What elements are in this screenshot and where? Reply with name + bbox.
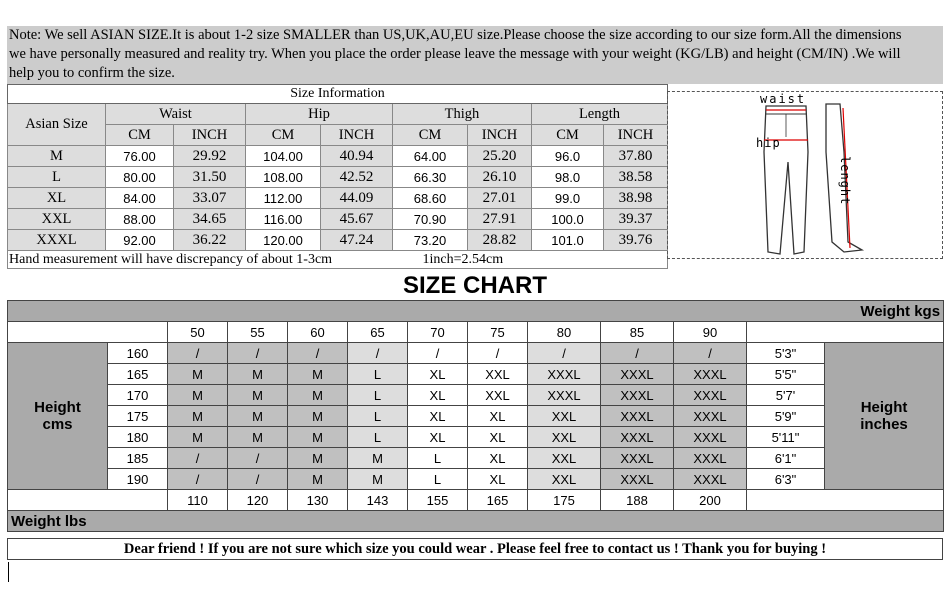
- size-cell: M: [228, 364, 288, 385]
- size-cell: M: [168, 427, 228, 448]
- size-cell: XL: [408, 406, 468, 427]
- size-row: [8, 146, 668, 167]
- weight-kg-cell: 65: [348, 322, 408, 343]
- size-cell: M: [168, 385, 228, 406]
- note-line: help you to confirm the size.: [9, 65, 175, 81]
- weight-kg-cell: 75: [468, 322, 528, 343]
- blank-cell: [747, 490, 944, 511]
- size-cell: XXXL: [674, 385, 747, 406]
- weight-lb-cell: 143: [348, 490, 408, 511]
- thigh-header: Thigh: [393, 104, 532, 125]
- contact-message: Dear friend ! If you are not sure which size you could wear . Please feel free to contact us ! Thank you for buying !: [7, 538, 943, 560]
- height-cm-cell: 175: [108, 406, 168, 427]
- measurement-cell: 45.67: [321, 209, 393, 230]
- waist-header: Waist: [106, 104, 246, 125]
- size-cell: XL: [468, 427, 528, 448]
- height-cm-cell: 185: [108, 448, 168, 469]
- weight-kg-cell: 85: [601, 322, 674, 343]
- weight-kg-cell: 50: [168, 322, 228, 343]
- size-cell: M: [288, 364, 348, 385]
- weight-lb-cell: 188: [601, 490, 674, 511]
- measurement-cell: 76.00: [106, 146, 174, 167]
- size-label: M: [8, 146, 106, 167]
- measurement-cell: 88.00: [106, 209, 174, 230]
- height-row: [8, 469, 944, 490]
- height-cms-line: Height: [34, 399, 81, 416]
- measurement-cell: 84.00: [106, 188, 174, 209]
- height-inch-cell: 5'7': [747, 385, 825, 406]
- size-cell: XXXL: [528, 364, 601, 385]
- size-cell: M: [348, 469, 408, 490]
- height-row: [8, 448, 944, 469]
- size-cell: /: [168, 343, 228, 364]
- measurement-cell: 104.00: [246, 146, 321, 167]
- measurement-cell: 108.00: [246, 167, 321, 188]
- height-cms-line: cms: [42, 416, 73, 433]
- height-cm-cell: 170: [108, 385, 168, 406]
- measurement-cell: 100.0: [532, 209, 604, 230]
- size-label: L: [8, 167, 106, 188]
- unit-cm-header: CM: [532, 125, 604, 146]
- height-cm-cell: 180: [108, 427, 168, 448]
- weight-kg-cell: 90: [674, 322, 747, 343]
- measurement-cell: 37.80: [604, 146, 668, 167]
- weight-lb-cell: 165: [468, 490, 528, 511]
- height-inch-cell: 5'9": [747, 406, 825, 427]
- height-inch-cell: 6'1": [747, 448, 825, 469]
- height-inches-label: [825, 343, 944, 490]
- height-cm-cell: 165: [108, 364, 168, 385]
- measurement-cell: 34.65: [174, 209, 246, 230]
- unit-inch-header: INCH: [174, 125, 246, 146]
- measurement-cell: 29.92: [174, 146, 246, 167]
- size-information-table: [7, 84, 667, 269]
- measurement-cell: 120.00: [246, 230, 321, 251]
- size-cell: M: [288, 406, 348, 427]
- size-label: XL: [8, 188, 106, 209]
- height-row: [8, 406, 944, 427]
- size-cell: M: [168, 364, 228, 385]
- size-cell: L: [348, 385, 408, 406]
- measurement-cell: 66.30: [393, 167, 468, 188]
- blank-cell: [8, 322, 168, 343]
- size-cell: /: [528, 343, 601, 364]
- measurement-cell: 39.76: [604, 230, 668, 251]
- size-cell: XL: [468, 406, 528, 427]
- size-cell: XXL: [528, 469, 601, 490]
- size-cell: /: [228, 469, 288, 490]
- size-cell: /: [168, 469, 228, 490]
- size-cell: XXXL: [528, 385, 601, 406]
- measurement-cell: 27.91: [468, 209, 532, 230]
- measurement-cell: 64.00: [393, 146, 468, 167]
- weight-lbs-header: Weight lbs: [8, 511, 944, 532]
- size-row: [8, 230, 668, 251]
- height-row: [8, 364, 944, 385]
- measurement-cell: 98.0: [532, 167, 604, 188]
- note-line: Note: We sell ASIAN SIZE.It is about 1-2 size SMALLER than US,UK,AU,EU size.Please choose the size according to our size form.All the dimensions: [9, 27, 902, 43]
- size-cell: L: [348, 427, 408, 448]
- size-cell: /: [348, 343, 408, 364]
- size-cell: XXXL: [601, 469, 674, 490]
- pants-measurement-figure: [667, 91, 943, 259]
- weight-lb-cell: 120: [228, 490, 288, 511]
- measurement-cell: 116.00: [246, 209, 321, 230]
- height-cm-cell: 190: [108, 469, 168, 490]
- measurement-cell: 44.09: [321, 188, 393, 209]
- size-cell: XXL: [528, 448, 601, 469]
- size-cell: /: [168, 448, 228, 469]
- size-cell: XXXL: [674, 448, 747, 469]
- measurement-cell: 27.01: [468, 188, 532, 209]
- size-cell: M: [228, 385, 288, 406]
- waist-label: waist: [760, 92, 807, 106]
- hip-header: Hip: [246, 104, 393, 125]
- size-cell: L: [348, 364, 408, 385]
- length-header: Length: [532, 104, 668, 125]
- size-row: [8, 188, 668, 209]
- size-info-caption: Size Information: [8, 85, 668, 104]
- size-cell: XXXL: [674, 406, 747, 427]
- measurement-cell: 80.00: [106, 167, 174, 188]
- size-cell: L: [348, 406, 408, 427]
- size-cell: XL: [408, 427, 468, 448]
- size-cell: M: [228, 406, 288, 427]
- weight-lb-cell: 130: [288, 490, 348, 511]
- size-cell: XXL: [528, 427, 601, 448]
- size-chart-title: SIZE CHART: [403, 272, 547, 299]
- size-cell: M: [288, 448, 348, 469]
- size-label: XXL: [8, 209, 106, 230]
- asian-size-header: Asian Size: [8, 104, 106, 146]
- height-cm-cell: 160: [108, 343, 168, 364]
- size-cell: M: [168, 406, 228, 427]
- weight-kg-cell: 80: [528, 322, 601, 343]
- hip-label: hip: [756, 136, 781, 150]
- size-label: XXXL: [8, 230, 106, 251]
- height-cms-label: [8, 343, 108, 490]
- size-cell: /: [674, 343, 747, 364]
- size-chart-table: [7, 300, 943, 532]
- size-cell: XXXL: [674, 469, 747, 490]
- size-cell: XXL: [468, 364, 528, 385]
- measurement-cell: 33.07: [174, 188, 246, 209]
- measurement-cell: 36.22: [174, 230, 246, 251]
- height-inch-cell: 6'3": [747, 469, 825, 490]
- size-note: [7, 26, 943, 84]
- size-cell: XXXL: [601, 448, 674, 469]
- height-inch-cell: 5'3": [747, 343, 825, 364]
- measurement-cell: 38.58: [604, 167, 668, 188]
- size-cell: XXXL: [674, 427, 747, 448]
- size-cell: XL: [408, 364, 468, 385]
- size-row: [8, 209, 668, 230]
- height-inch-cell: 5'11": [747, 427, 825, 448]
- height-inch-cell: 5'5": [747, 364, 825, 385]
- blank-cell: [747, 322, 944, 343]
- measurement-cell: 70.90: [393, 209, 468, 230]
- measurement-cell: 68.60: [393, 188, 468, 209]
- measurement-cell: 96.0: [532, 146, 604, 167]
- weight-kg-cell: 70: [408, 322, 468, 343]
- unit-inch-header: INCH: [321, 125, 393, 146]
- size-cell: XXL: [468, 385, 528, 406]
- size-cell: XXXL: [674, 364, 747, 385]
- size-row: [8, 167, 668, 188]
- unit-cm-header: CM: [106, 125, 174, 146]
- size-cell: /: [468, 343, 528, 364]
- height-row: [8, 427, 944, 448]
- note-line: we have personally measured and reality try. When you place the order please leave the message with your weight (KG/LB) and height (CM/IN) .We will: [9, 46, 901, 62]
- height-inches-line: inches: [860, 416, 908, 433]
- measurement-cell: 101.0: [532, 230, 604, 251]
- measurement-cell: 26.10: [468, 167, 532, 188]
- blank-cell: [8, 490, 168, 511]
- size-cell: XL: [408, 385, 468, 406]
- size-cell: XXXL: [601, 427, 674, 448]
- weight-lb-cell: 175: [528, 490, 601, 511]
- height-row: [8, 343, 944, 364]
- size-cell: M: [348, 448, 408, 469]
- size-cell: M: [228, 427, 288, 448]
- size-cell: /: [228, 343, 288, 364]
- measurement-cell: 99.0: [532, 188, 604, 209]
- size-cell: M: [288, 385, 348, 406]
- divider: [8, 562, 9, 582]
- conversion-note: 1inch=2.54cm: [393, 251, 668, 269]
- size-cell: /: [228, 448, 288, 469]
- weight-kgs-header: Weight kgs: [8, 301, 944, 322]
- height-row: [8, 385, 944, 406]
- size-cell: L: [408, 469, 468, 490]
- pants-icon: [668, 92, 944, 260]
- measurement-cell: 73.20: [393, 230, 468, 251]
- measurement-cell: 31.50: [174, 167, 246, 188]
- size-cell: M: [288, 469, 348, 490]
- weight-kg-cell: 55: [228, 322, 288, 343]
- length-label: lenght: [838, 156, 852, 206]
- measurement-cell: 28.82: [468, 230, 532, 251]
- size-cell: XXXL: [601, 406, 674, 427]
- measurement-cell: 38.98: [604, 188, 668, 209]
- size-cell: XL: [468, 448, 528, 469]
- size-cell: XL: [468, 469, 528, 490]
- weight-lb-cell: 110: [168, 490, 228, 511]
- measurement-cell: 42.52: [321, 167, 393, 188]
- weight-lb-cell: 155: [408, 490, 468, 511]
- size-cell: XXXL: [601, 364, 674, 385]
- unit-inch-header: INCH: [468, 125, 532, 146]
- measurement-cell: 47.24: [321, 230, 393, 251]
- measurement-cell: 25.20: [468, 146, 532, 167]
- weight-lb-cell: 200: [674, 490, 747, 511]
- unit-inch-header: INCH: [604, 125, 668, 146]
- size-cell: /: [601, 343, 674, 364]
- size-cell: /: [408, 343, 468, 364]
- measurement-cell: 92.00: [106, 230, 174, 251]
- measurement-footnote: Hand measurement will have discrepancy of about 1-3cm: [8, 251, 393, 269]
- size-cell: XXL: [528, 406, 601, 427]
- weight-kg-cell: 60: [288, 322, 348, 343]
- size-cell: L: [408, 448, 468, 469]
- size-cell: XXXL: [601, 385, 674, 406]
- unit-cm-header: CM: [393, 125, 468, 146]
- size-cell: M: [288, 427, 348, 448]
- measurement-cell: 39.37: [604, 209, 668, 230]
- size-cell: /: [288, 343, 348, 364]
- height-inches-line: Height: [860, 399, 908, 416]
- measurement-cell: 112.00: [246, 188, 321, 209]
- measurement-cell: 40.94: [321, 146, 393, 167]
- unit-cm-header: CM: [246, 125, 321, 146]
